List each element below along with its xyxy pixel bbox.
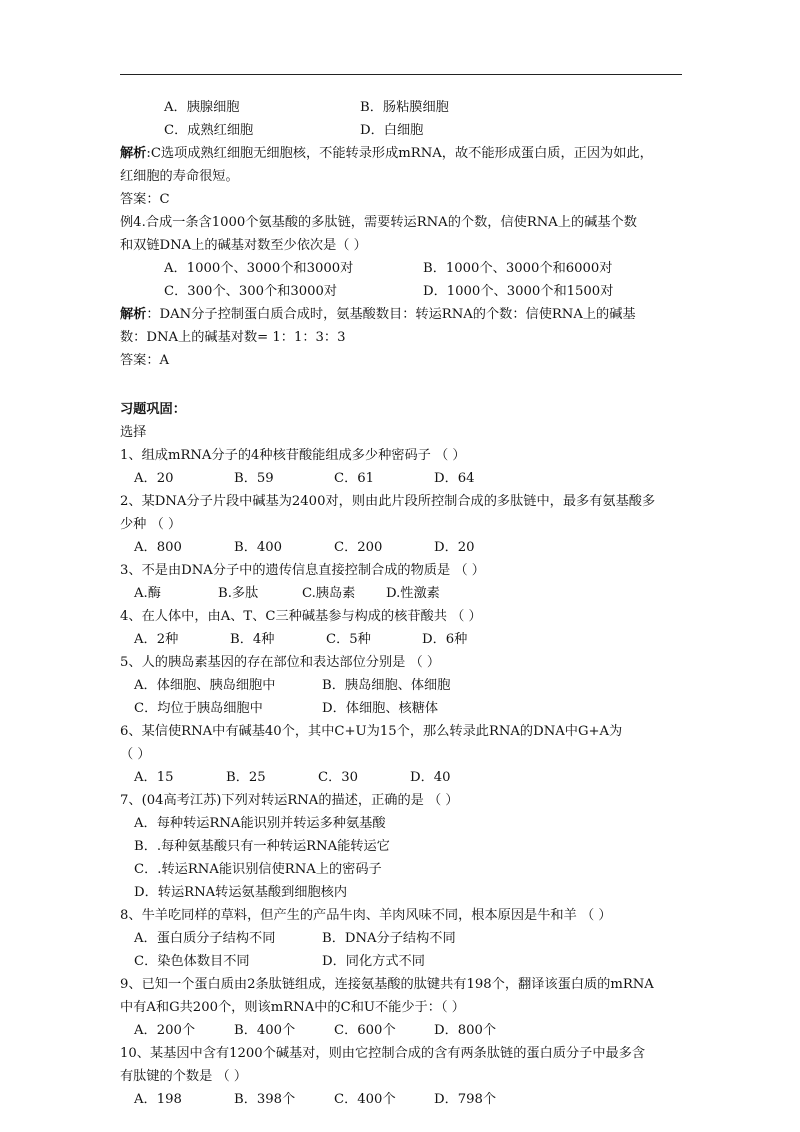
option-c: C．400个: [334, 1092, 396, 1107]
q7-option-d: D．转运RNA转运氨基酸到细胞核内: [134, 885, 348, 900]
example4-options-row2: [120, 280, 682, 303]
option-a: A．蛋白质分子结构不同: [134, 931, 276, 946]
example4-options-row1: [120, 257, 682, 280]
option-a: A．20: [134, 471, 174, 486]
option-c: C．200: [334, 540, 383, 555]
option-a: A．体细胞、胰岛细胞中: [134, 678, 276, 693]
option-a: A．200个: [134, 1023, 196, 1038]
q5-options-row1: [120, 674, 682, 697]
q3-options: [120, 582, 682, 605]
option-d: D．800个: [434, 1023, 497, 1038]
q7-option-b: B．.每种氨基酸只有一种转运RNA能转运它: [134, 839, 390, 854]
top-options-row2: [120, 119, 682, 142]
option-c: C.胰岛素: [302, 586, 356, 601]
option-b: B．胰岛细胞、体细胞: [322, 678, 451, 693]
analysis-label: 解析: [120, 307, 147, 322]
option-b: B．59: [234, 471, 274, 486]
option-a: A．15: [134, 770, 174, 785]
q6-stem-line1: 6、某信使RNA中有碱基40个，其中C+U为15个，那么转录此RNA的DNA中G+A为: [120, 724, 623, 739]
q4-options: [120, 628, 682, 651]
answer2: 答案：A: [120, 353, 170, 368]
option-b: B．4种: [230, 632, 275, 647]
option-c: C．600个: [334, 1023, 396, 1038]
analysis2-line2: 数：DNA上的碱基对数= 1：1：3：3: [120, 330, 346, 345]
q8-stem: 8、牛羊吃同样的草料，但产生的产品牛肉、羊肉风味不同，根本原因是牛和羊 （ ）: [120, 908, 612, 923]
q7-option-c: C．.转运RNA能识别信使RNA上的密码子: [134, 862, 382, 877]
option-b: B．400: [234, 540, 283, 555]
header-rule: [120, 74, 682, 75]
q9-options: [120, 1019, 682, 1042]
q2-stem-line1: 2、某DNA分子片段中碱基为2400对，则由此片段所控制合成的多肽链中，最多有氨基酸多: [120, 494, 656, 509]
option-d: D.性激素: [386, 586, 440, 601]
top-options-row1: [120, 96, 682, 119]
q9-stem-line2: 中有A和G共200个，则该mRNA中的C和U不能少于：（ ）: [120, 1000, 465, 1015]
q1-options: [120, 467, 682, 490]
q5-options-row2: [120, 697, 682, 720]
option-d: D．体细胞、核糖体: [322, 701, 439, 716]
option-a: A.酶: [134, 586, 161, 601]
option-a: A．2种: [134, 632, 179, 647]
option-d: D．64: [434, 471, 475, 486]
option-d: D．40: [410, 770, 451, 785]
option-c: C．成熟红细胞: [164, 123, 254, 138]
option-b: B．肠粘膜细胞: [360, 100, 449, 115]
option-a: A．800: [134, 540, 182, 555]
analysis1-line1: [120, 142, 682, 165]
q10-stem-line1: 10、某基因中含有1200个碱基对，则由它控制合成的含有两条肽链的蛋白质分子中最多含: [120, 1046, 646, 1061]
q7-stem: 7、(04高考江苏)下列对转运RNA的描述，正确的是 （ ）: [120, 793, 459, 808]
analysis2-line1: [120, 303, 682, 326]
analysis1-line2: 红细胞的寿命很短。: [120, 169, 239, 184]
option-b: B．398个: [234, 1092, 296, 1107]
q6-options: [120, 766, 682, 789]
answer1: 答案：C: [120, 192, 170, 207]
option-b: B．25: [226, 770, 266, 785]
option-c: C．5种: [326, 632, 371, 647]
option-c: C．300个、300个和3000对: [164, 284, 338, 299]
q10-stem-line2: 有肽键的个数是 （ ）: [120, 1069, 248, 1084]
option-d: D．1000个、3000个和1500对: [423, 284, 614, 299]
exercises-subheading: 选择: [120, 425, 147, 440]
q9-stem-line1: 9、已知一个蛋白质由2条肽链组成，连接氨基酸的肽键共有198个，翻译该蛋白质的mRNA: [120, 977, 654, 992]
option-c: C．均位于胰岛细胞中: [134, 701, 263, 716]
analysis-label: 解析: [120, 146, 147, 161]
option-a: A．胰腺细胞: [164, 100, 240, 115]
analysis-text: :C选项成熟红细胞无细胞核，不能转录形成mRNA，故不能形成蛋白质，正因为如此，: [146, 146, 653, 161]
option-a: A．1000个、3000个和3000对: [164, 261, 354, 276]
section-gap: [120, 372, 682, 398]
document-body: [120, 96, 682, 1111]
q6-stem-line2: （ ）: [120, 747, 151, 762]
q4-stem: 4、在人体中，由A、T、C三种碱基参与构成的核苷酸共 （ ）: [120, 609, 482, 624]
q7-option-a: A．每种转运RNA能识别并转运多种氨基酸: [134, 816, 386, 831]
example4-stem-line2: 和双链DNA上的碱基对数至少依次是（ ）: [120, 238, 367, 253]
option-d: D．6种: [422, 632, 468, 647]
q2-stem-line2: 少种 （ ）: [120, 517, 182, 532]
option-c: C．30: [318, 770, 359, 785]
option-c: C．染色体数目不同: [134, 954, 250, 969]
q8-options-row1: [120, 927, 682, 950]
example4-stem-line1: 例4.合成一条含1000个氨基酸的多肽链，需要转运RNA的个数，信使RNA上的碱基个数: [120, 215, 637, 230]
option-c: C．61: [334, 471, 375, 486]
q3-stem: 3、不是由DNA分子中的遗传信息直接控制合成的物质是 （ ）: [120, 563, 485, 578]
option-b: B.多肽: [218, 586, 259, 601]
option-d: D．798个: [434, 1092, 497, 1107]
option-b: B．DNA分子结构不同: [322, 931, 456, 946]
analysis-text: ：DAN分子控制蛋白质合成时，氨基酸数目：转运RNA的个数：信使RNA上的碱基: [146, 307, 636, 322]
option-b: B．400个: [234, 1023, 296, 1038]
exercises-heading: 习题巩固：: [120, 402, 186, 417]
option-a: A．198: [134, 1092, 182, 1107]
option-d: D．20: [434, 540, 475, 555]
option-d: D．白细胞: [360, 123, 424, 138]
q5-stem: 5、人的胰岛素基因的存在部位和表达部位分别是 （ ）: [120, 655, 441, 670]
q8-options-row2: [120, 950, 682, 973]
option-b: B．1000个、3000个和6000对: [423, 261, 613, 276]
q1-stem: 1、组成mRNA分子的4种核苷酸能组成多少种密码子 （ ）: [120, 448, 466, 463]
q10-options: [120, 1088, 682, 1111]
q2-options: [120, 536, 682, 559]
option-d: D．同化方式不同: [322, 954, 425, 969]
